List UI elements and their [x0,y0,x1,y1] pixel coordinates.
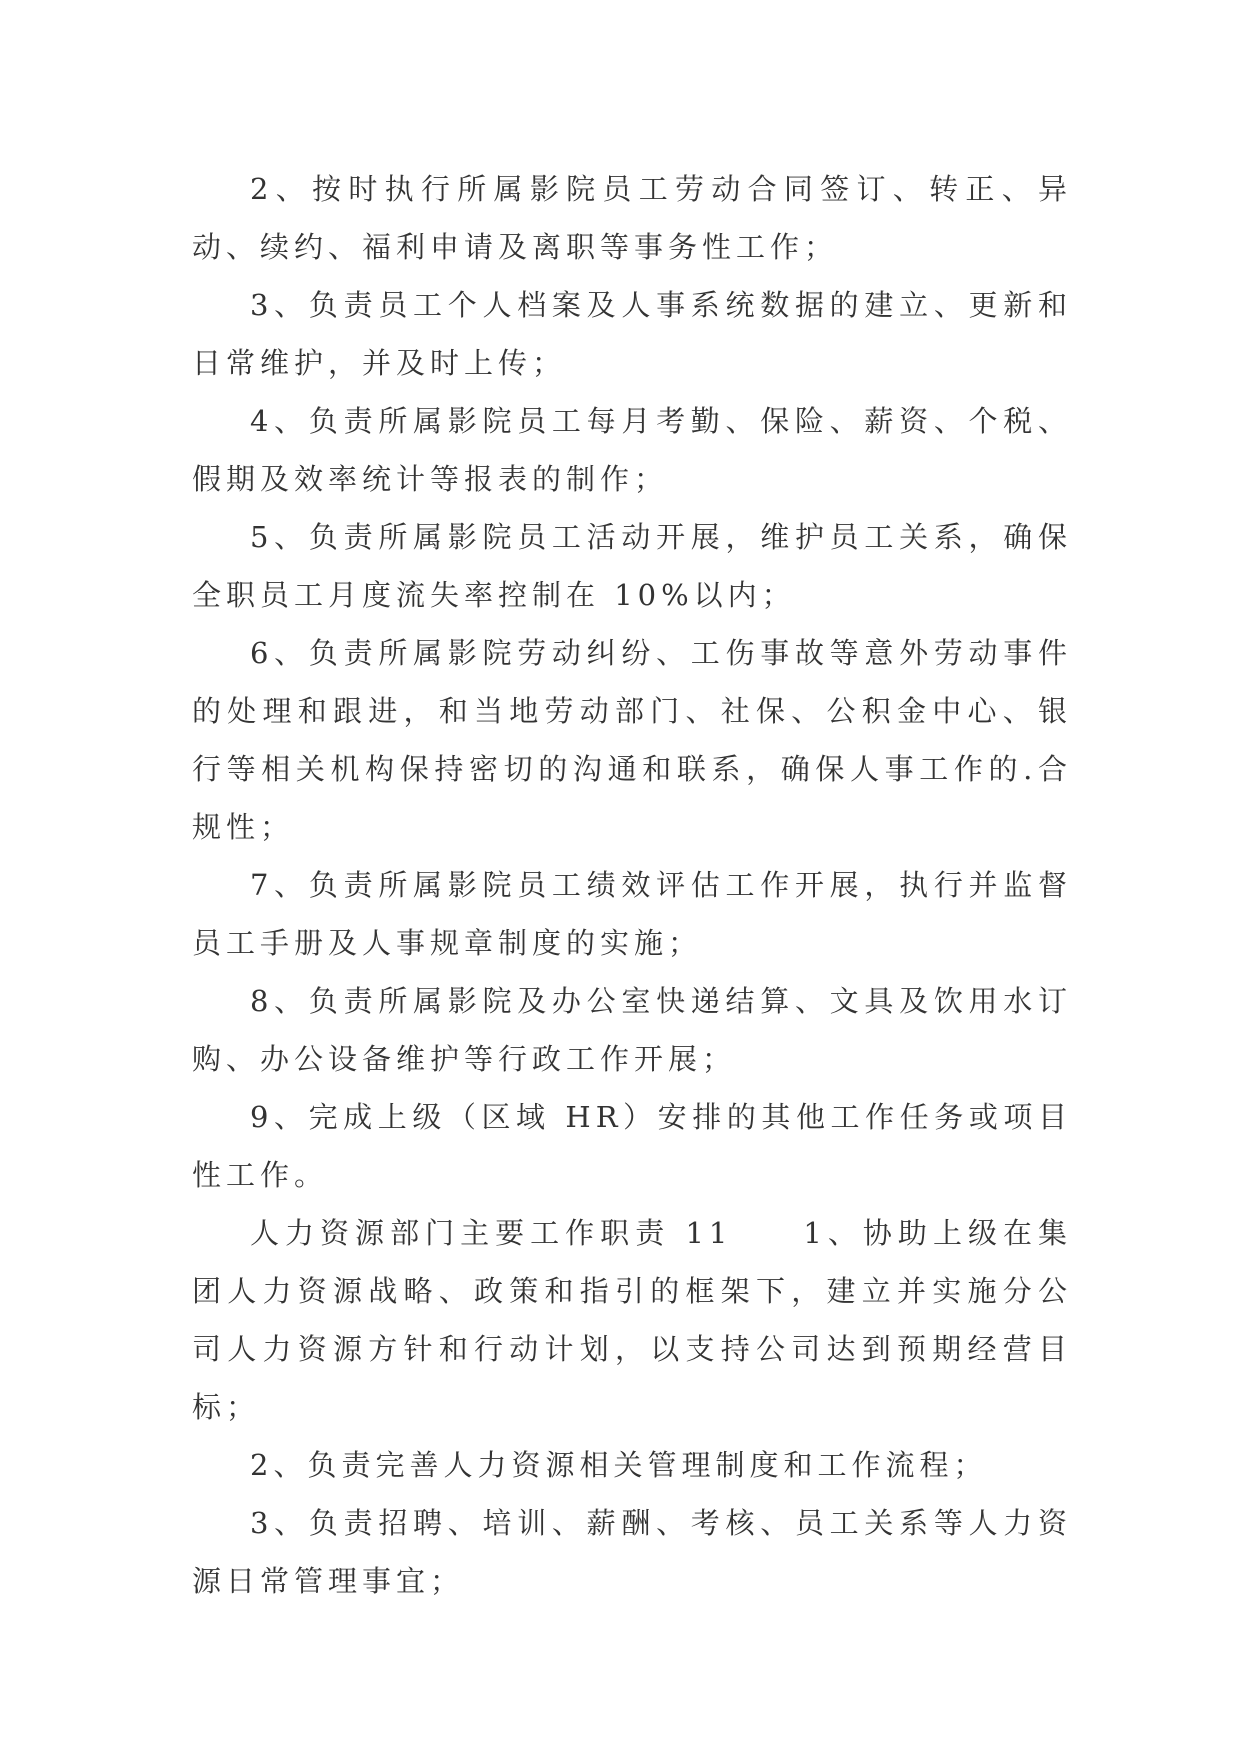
paragraph-item-5-employee-relations: 5、负责所属影院员工活动开展，维护员工关系，确保全职员工月度流失率控制在 10%以内； [192,520,1072,612]
paragraph-item-4-attendance: 4、负责所属影院员工每月考勤、保险、薪资、个税、假期及效率统计等报表的制作； [192,404,1072,496]
paragraph-section-11-item-2: 2、负责完善人力资源相关管理制度和工作流程； [250,1448,988,1482]
paragraph-item-8-administration: 8、负责所属影院及办公室快递结算、文具及饮用水订购、办公设备维护等行政工作开展； [192,984,1072,1076]
document-body [192,160,1072,1610]
paragraph-item-7-performance: 7、负责所属影院员工绩效评估工作开展，执行并监督员工手册及人事规章制度的实施； [192,868,1072,960]
paragraph-section-11-item-1: 人力资源部门主要工作职责 11 1、协助上级在集团人力资源战略、政策和指引的框架下，建立并实施分公司人力资源方针和行动计划，以支持公司达到预期经营目标； [192,1216,1072,1424]
paragraph-section-11-item-3: 3、负责招聘、培训、薪酬、考核、员工关系等人力资源日常管理事宜； [192,1506,1072,1598]
paragraph-item-6-labor-disputes: 6、负责所属影院劳动纠纷、工伤事故等意外劳动事件的处理和跟进，和当地劳动部门、社保、公积金中心、银行等相关机构保持密切的沟通和联系，确保人事工作的.合规性； [192,636,1072,844]
paragraph-item-3-archives: 3、负责员工个人档案及人事系统数据的建立、更新和日常维护，并及时上传； [192,288,1072,380]
paragraph-item-2-contract: 2、按时执行所属影院员工劳动合同签订、转正、异动、续约、福利申请及离职等事务性工作； [192,172,1072,264]
paragraph-item-9-other-tasks: 9、完成上级（区域 HR）安排的其他工作任务或项目性工作。 [192,1100,1072,1192]
